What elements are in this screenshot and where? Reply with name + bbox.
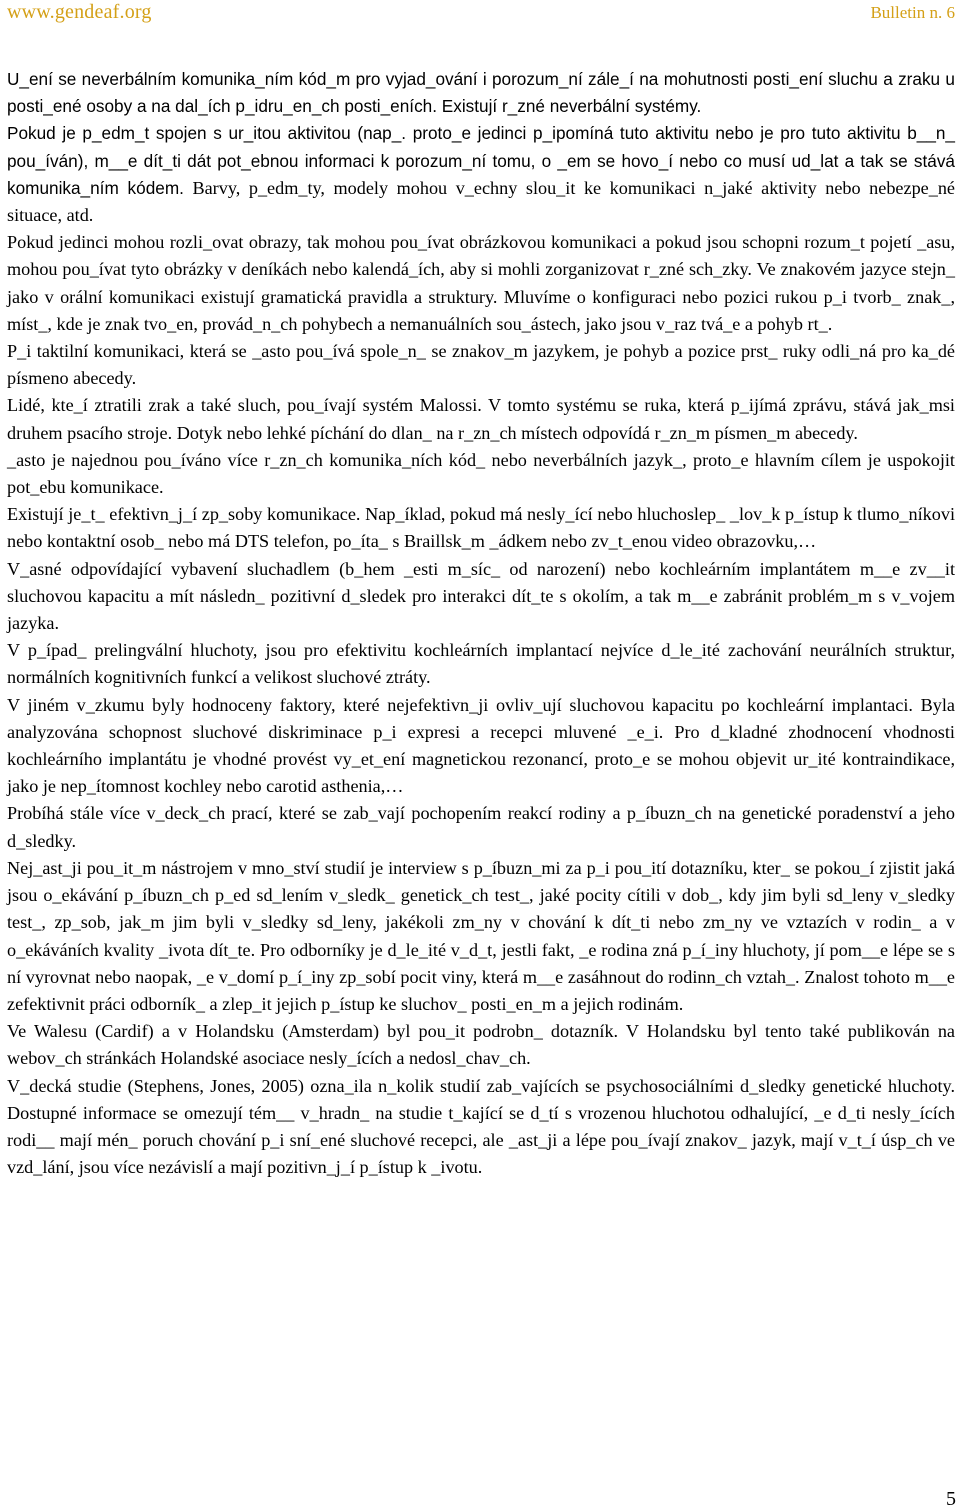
paragraph-serif-text: V p_ípad_ prelingvální hluchoty, jsou pro efektivitu kochleárních implantací nejvíce d_le_ité zachování neurálních struktur, normálních kognitivních funkcí a velikost sluchové ztráty. <box>7 640 955 688</box>
bulletin-number: Bulletin n. 6 <box>870 3 955 22</box>
page-header <box>0 0 960 28</box>
paragraph-serif-text: P_i taktilní komunikaci, která se _asto pou_ívá spole_n_ se znakov_m jazykem, je pohyb a pozice prst_ ruky odli_ná pro ka_dé písmeno abecedy. <box>7 341 955 389</box>
paragraph <box>7 338 955 392</box>
paragraph-serif-text: V_decká studie (Stephens, Jones, 2005) ozna_ila n_kolik studií zab_vajících se psychosociálními d_sledky genetické hluchoty. Dostupné informace se omezují tém__ v_hradn_ na studie t_kající se d_tí s vrozenou hluchotou odhalující, _e d_ti nesly_ících rodi__ mají mén_ poruch chování p_i sní_ené sluchové recepci, ale _ast_ji a lépe pou_ívají znakov_ jazyk, mají v_t_í úsp_ch ve vzd_lání, jsou více nezávislí a mají pozitivn_j_í p_ístup k _ivotu. <box>7 1075 955 1178</box>
paragraph-serif-text: _asto je najednou pou_íváno více r_zn_ch komunika_ních kód_ nebo neverbálních jazyk_, proto_e hlavním cílem je uspokojit pot_ebu komunikace. <box>7 449 955 498</box>
paragraph <box>7 637 955 691</box>
paragraph-serif-text: Ve Walesu (Cardif) a v Holandsku (Amsterdam) byl pou_it podrobn_ dotazník. V Holandsku byl tento také publikován na webov_ch stránkách Holandské asociace nesly_ících a nedosl_chav_ch. <box>7 1021 955 1069</box>
paragraph <box>7 447 955 501</box>
paragraph <box>7 66 955 120</box>
paragraph <box>7 1073 955 1182</box>
paragraph <box>7 120 955 229</box>
paragraph-serif-text: Lidé, kte_í ztratili zrak a také sluch, pou_ívají systém Malossi. V tomto systému se ruka, která p_ijímá zprávu, stává jak_msi druhem psacího stroje. Dotyk nebo lehké píchání do dlan_ na r_zn_ch místech odpovídá r_zn_m písmen_m abecedy. <box>7 395 955 443</box>
paragraph <box>7 229 955 338</box>
paragraph-serif-text: Probíhá stále více v_deck_ch prací, které se zab_vají pochopením reakcí rodiny a p_íbuzn_ch na genetické poradenství a jeho d_sledky. <box>7 803 955 851</box>
site-link[interactable]: www.gendeaf.org <box>7 1 152 23</box>
paragraph-serif-text: V jiném v_zkumu byly hodnoceny faktory, které nejefektivn_ji ovliv_ují sluchovou kapacitu po kochleární implantaci. Byla analyzována schopnost sluchové diskriminace p_i expresi a recepci mluvené _e_i. Pro d_kladné zhodnocení vhodnosti kochleárního implantátu je vhodné provést vy_et_ení magnetickou rezonancí, proto_e se mohou objevit ur_ité kontraindikace, jako je nep_ítomnost kochley nebo carotid asthenia,… <box>7 694 955 797</box>
paragraph-serif-text: Barvy, p_edm_ty, modely mohou v_echny slou_it ke komunikaci n_jaké aktivity nebo nebezpe_né situace, atd. <box>7 177 955 226</box>
paragraph <box>7 855 955 1018</box>
paragraph-serif-text: Nej_ast_ji pou_it_m nástrojem v mno_ství studií je interview s p_íbuzn_mi za p_i pou_ití dotazníku, kter_ se pokou_í zjistit jaká jsou o_ekávání p_íbuzn_ch p_ed sd_lením v_sledk_ genetick_ch test_, jaké pocity cítili v dob_, kdy jim byli sd_leny v_sledky test_, zp_sob, jak_m jim byli v_sledky sd_leny, jakékoli zm_ny v chování k dít_ti nebo zm_ny ve vztazích v rodin_ a v o_ekáváních kvality _ivota dít_te. Pro odborníky je d_le_ité v_d_t, jestli fakt, _e rodina zná p_í_iny hluchoty, jí pom__e lépe se s ní vyrovnat nebo naopak, _e v_domí p_í_iny zp_sobí pocit viny, která m__e zasáhnout do rodinn_ch vztah_. Znalost tohoto m__e zefektivnit práci odborník_ a zlep_it jejich p_ístup ke sluchov_ posti_en_m a jejich rodinám. <box>7 857 955 1014</box>
paragraph-serif-text: V_asné odpovídající vybavení sluchadlem (b_hem _esti m_síc_ od narození) nebo kochleárním implantátem m__e zv__it sluchovou kapacitu a mít následn_ pozitivní d_sledek pro interakci dít_te s okolím, a tak m__e zabránit problém_m s v_vojem jazyka. <box>7 558 955 634</box>
paragraph <box>7 692 955 801</box>
paragraph-sans-text: U_ení se neverbálním komunika_ním kód_m pro vyjad_ování i porozum_ní zále_í na mohutnosti posti_ení sluchu a zraku u posti_ené osoby a na dal_ích p_idru_en_ch posti_eních. Existují r_zné neverbální systémy. <box>7 69 955 117</box>
paragraph-sans-text: Pokud je p_edm_t spojen s ur_itou aktivitou (nap_. proto_e jedinci p_ipomíná tuto aktivitu nebo je pro tuto aktivitu b__n_ pou_íván), m__e dít_ti dát pot_ebnou informaci k porozum_ní tomu, o _em se hovo_í nebo co musí ud_lat a tak se stává komunika_ním kódem. <box>7 123 955 198</box>
paragraph-serif-text: Pokud jedinci mohou rozli_ovat obrazy, tak mohou pou_ívat obrázkovou komunikaci a pokud jsou schopni rozum_t pojetí _asu, mohou pou_ívat tyto obrázky v deníkách nebo kalendá_ích, aby si mohli zorganizovat r_zné sch_zky. Ve znakovém jazyce stejn_ jako v orální komunikaci existují gramatická pravidla a struktury. Mluvíme o konfiguraci nebo pozici rukou p_i tvorb_ znak_, míst_, kde je znak tvo_en, provád_n_ch pohybech a nemanuálních sou_ástech, jako jsou v_raz tvá_e a pohyb rt_. <box>7 232 955 334</box>
paragraph <box>7 501 955 555</box>
paragraph-serif-text: Existují je_t_ efektivn_j_í zp_soby komunikace. Nap_íklad, pokud má nesly_ící nebo hluchoslep_ _lov_k p_ístup k tlumo_níkovi nebo kontaktní osob_ nebo má DTS telefon, po_íta_ s Braillsk_m _ádkem nebo zv_t_enou video obrazovku,… <box>7 504 955 552</box>
paragraph <box>7 1018 955 1072</box>
paragraph <box>7 800 955 854</box>
page-number: 5 <box>946 1488 956 1510</box>
paragraph <box>7 392 955 446</box>
paragraph <box>7 556 955 638</box>
article-body <box>7 66 955 1181</box>
